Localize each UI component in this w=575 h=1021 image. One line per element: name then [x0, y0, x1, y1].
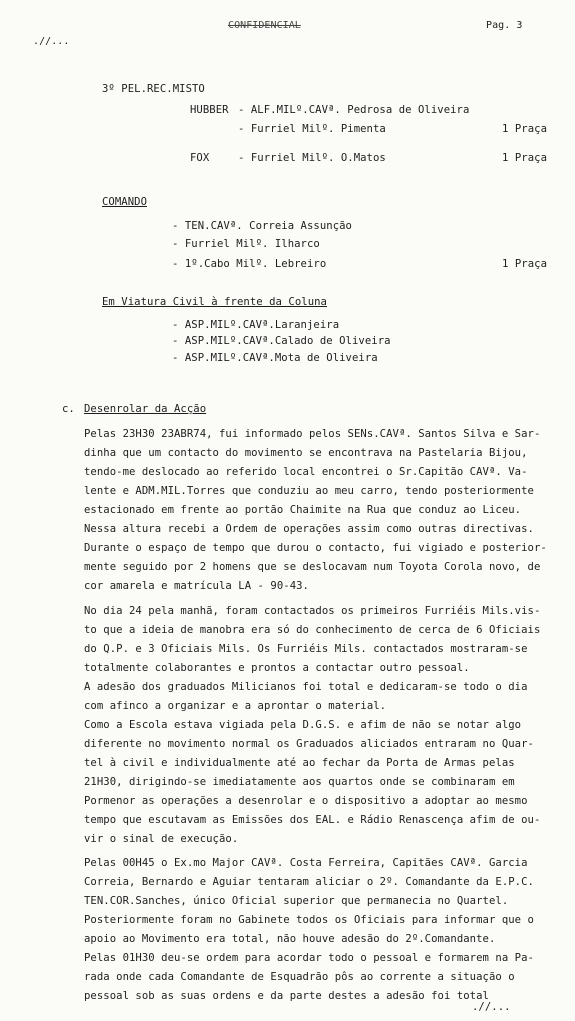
- body-line: pessoal sob as suas ordens e da parte destes a adesão foi total: [84, 990, 489, 1002]
- body-line: vir o sinal de execução.: [84, 833, 239, 845]
- pel-rec-count: 1 Praça: [502, 152, 547, 164]
- page-number: Pag. 3: [486, 20, 523, 31]
- footer-continuation: .//...: [472, 1001, 511, 1013]
- section-marker: c.: [62, 403, 75, 415]
- continuation-mark: .//...: [33, 36, 70, 47]
- viatura-title: Em Viatura Civil à frente da Coluna: [102, 296, 327, 308]
- body-line: tendo-me deslocado ao referido local encontrei o Sr.Capitão CAVª. Va-: [84, 466, 528, 478]
- body-line: Como a Escola estava vigiada pela D.G.S. e afim de não se notar algo: [84, 719, 522, 731]
- classification-stamp: CONFIDENCIAL: [228, 20, 301, 31]
- viatura-name: - ASP.MILº.CAVª.Calado de Oliveira: [172, 335, 391, 347]
- comando-name: - TEN.CAVª. Correia Assunção: [172, 220, 352, 232]
- body-line: cor amarela e matrícula LA - 90-43.: [84, 580, 309, 592]
- viatura-name: - ASP.MILº.CAVª.Laranjeira: [172, 319, 340, 331]
- comando-name: - Furriel Milº. Ilharco: [172, 238, 320, 250]
- desenrolar-title: Desenrolar da Acção: [84, 403, 207, 415]
- body-line: tel à civil e individualmente até ao fechar da Porta de Armas pelas: [84, 757, 515, 769]
- pel-rec-name: - ALF.MILº.CAVª. Pedrosa de Oliveira: [238, 104, 470, 116]
- body-line: Pelas 23H30 23ABR74, fui informado pelos SENs.CAVª. Santos Silva e Sar-: [84, 428, 541, 440]
- comando-name: - 1º.Cabo Milº. Lebreiro: [172, 258, 327, 270]
- body-line: Posteriormente foram no Gabinete todos os Oficiais para informar que o: [84, 914, 534, 926]
- body-line: Durante o espaço de tempo que durou o contacto, fui vigiado e posterior-: [84, 542, 547, 554]
- body-line: diferente no movimento normal os Graduados aliciados entraram no Quar-: [84, 738, 534, 750]
- comando-title: COMANDO: [102, 196, 147, 208]
- body-line: Pelas 00H45 o Ex.mo Major CAVª. Costa Ferreira, Capitães CAVª. Garcia: [84, 857, 528, 869]
- pel-rec-name: - Furriel Milº. Pimenta: [238, 123, 386, 135]
- body-line: Pormenor as operações a desenrolar e o dispositivo a adoptar ao mesmo: [84, 795, 528, 807]
- pel-rec-count: 1 Praça: [502, 123, 547, 135]
- body-line: rada onde cada Comandante de Esquadrão pôs ao corrente a situação o: [84, 971, 515, 983]
- body-line: lente e ADM.MIL.Torres que conduziu ao meu carro, tendo posteriormente: [84, 485, 534, 497]
- body-line: to que a ideia de manobra era só do conhecimento de cerca de 6 Oficiais: [84, 624, 541, 636]
- comando-count: 1 Praça: [502, 258, 547, 270]
- body-line: dinha que um contacto do movimento se encontrava na Pastelaria Bijou,: [84, 447, 528, 459]
- body-line: apoio ao Movimento era total, não houve adesão do 2º.Comandante.: [84, 933, 496, 945]
- body-line: mente seguido por 2 homens que se deslocavam num Toyota Corola novo, de: [84, 561, 541, 573]
- body-line: Correia, Bernardo e Aguiar tentaram aliciar o 2º. Comandante da E.P.C.: [84, 876, 534, 888]
- body-line: A adesão dos graduados Milicianos foi total e dedicaram-se todo o dia: [84, 681, 528, 693]
- body-line: Pelas 01H30 deu-se ordem para acordar todo o pessoal e formarem na Pa-: [84, 952, 534, 964]
- body-line: TEN.COR.Sanches, único Oficial superior que permanecia no Quartel.: [84, 895, 509, 907]
- viatura-name: - ASP.MILº.CAVª.Mota de Oliveira: [172, 352, 378, 364]
- body-line: estacionado em frente ao portão Chaimite na Rua que conduz ao Liceu.: [84, 504, 522, 516]
- body-line: Nessa altura recebi a Ordem de operações assim como outras directivas.: [84, 523, 534, 535]
- body-line: 21H30, dirigindo-se imediatamente aos quartos onde se combinaram em: [84, 776, 515, 788]
- pel-rec-unit: HUBBER: [190, 104, 229, 116]
- pel-rec-title: 3º PEL.REC.MISTO: [102, 83, 205, 95]
- body-line: com afinco a organizar e a aprontar o material.: [84, 700, 387, 712]
- body-line: No dia 24 pela manhã, foram contactados os primeiros Furriéis Mils.vis-: [84, 605, 541, 617]
- body-line: do Q.P. e 3 Oficiais Mils. Os Furriéis Mils. contactados mostraram-se: [84, 643, 528, 655]
- pel-rec-name: - Furriel Milº. O.Matos: [238, 152, 386, 164]
- body-line: totalmente colaborantes e prontos a contactar outro pessoal.: [84, 662, 470, 674]
- pel-rec-unit: FOX: [190, 152, 210, 164]
- body-line: tempo que escutavam as Emissões dos EAL. e Rádio Renascença afim de ou-: [84, 814, 541, 826]
